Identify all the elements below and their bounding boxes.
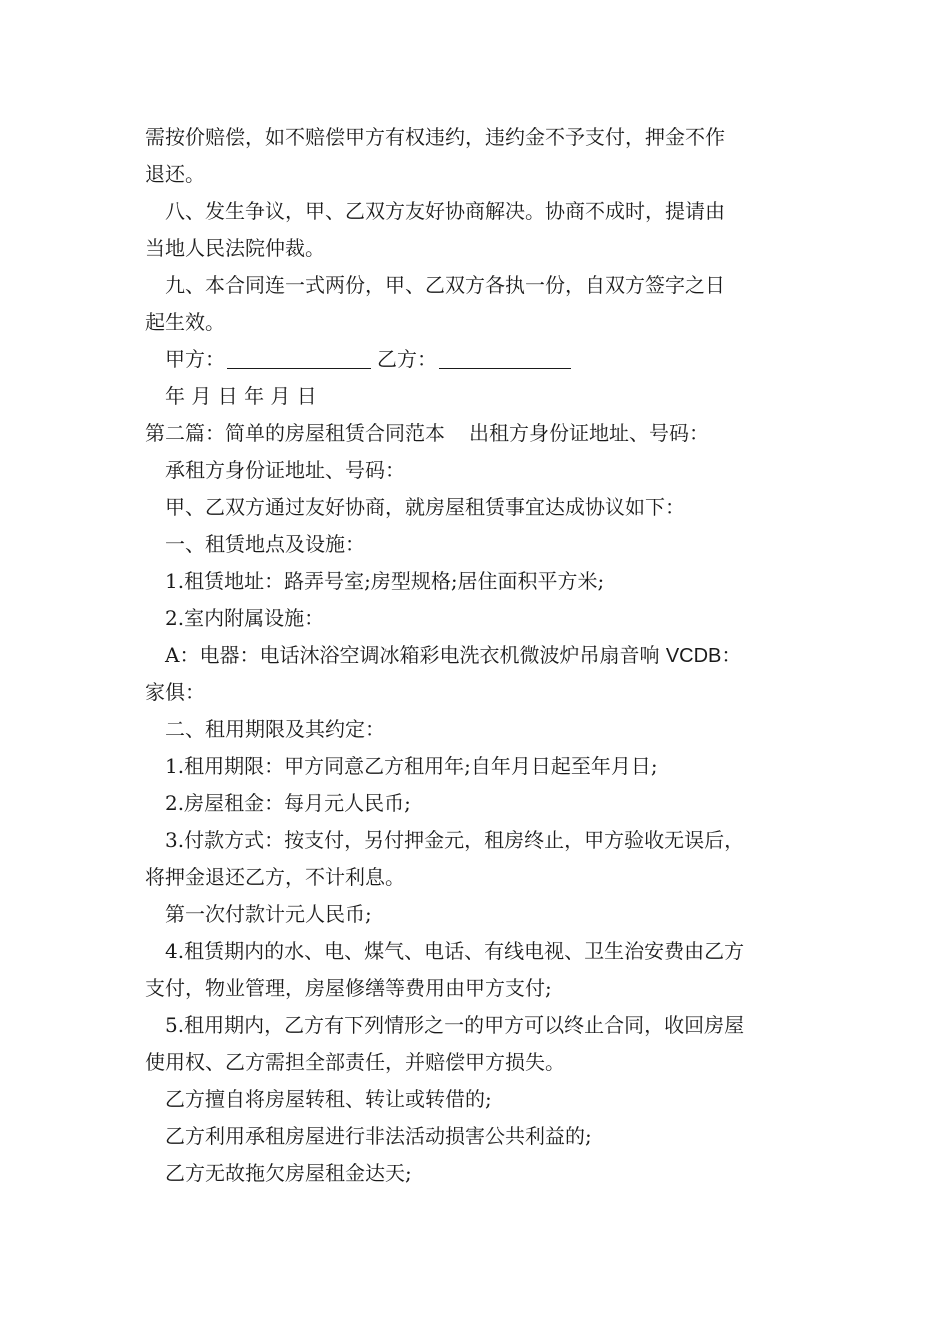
appliances-text: A：电器：电话沐浴空调冰箱彩电洗衣机微波炉吊扇音响 [165, 643, 660, 667]
text-line: 使用权、乙方需担全部责任，并赔偿甲方损失。 [145, 1050, 565, 1074]
clause-nine: 九、本合同连一式两份，甲、乙双方各执一份，自双方签字之日 [165, 273, 725, 297]
text-line: 退还。 [145, 162, 205, 186]
text-line: 需按价赔偿，如不赔偿甲方有权违约，违约金不予支付，押金不作 [145, 125, 725, 149]
lessor-id-label: 出租方身份证地址、号码： [469, 421, 709, 445]
item-term: 1.租用期限：甲方同意乙方租用年;自年月日起至年月日; [165, 754, 658, 778]
condition-arrears: 乙方无故拖欠房屋租金达天; [165, 1161, 412, 1185]
section-two-heading [145, 415, 810, 452]
date-line: 年 月 日 年 月 日 [165, 384, 317, 408]
party-b-label: 乙方： [377, 347, 437, 371]
furniture-line: 家俱： [145, 680, 205, 704]
condition-sublet: 乙方擅自将房屋转租、转让或转借的; [165, 1087, 492, 1111]
condition-illegal-use: 乙方利用承租房屋进行非法活动损害公共利益的; [165, 1124, 592, 1148]
item-address: 1.租赁地址：路弄号室;房型规格;居住面积平方米; [165, 569, 605, 593]
party-a-signature-blank [227, 346, 371, 369]
appliances-latin: VCDB： [665, 645, 742, 667]
section-two-title: 第二篇：简单的房屋租赁合同范本 [145, 421, 445, 445]
item-rent: 2.房屋租金：每月元人民币; [165, 791, 411, 815]
appliances-line [145, 637, 810, 674]
section-heading-location: 一、租赁地点及设施： [165, 532, 365, 556]
item-facilities: 2.室内附属设施： [165, 606, 325, 630]
section-heading-term: 二、租用期限及其约定： [165, 717, 385, 741]
lessee-id-label: 承租方身份证地址、号码： [165, 458, 405, 482]
item-payment: 3.付款方式：按支付，另付押金元，租房终止，甲方验收无误后， [165, 828, 745, 852]
item-termination: 5.租用期内，乙方有下列情形之一的甲方可以终止合同，收回房屋 [165, 1013, 745, 1037]
clause-eight: 八、发生争议，甲、乙双方友好协商解决。协商不成时，提请由 [165, 199, 725, 223]
text-line: 支付，物业管理，房屋修缮等费用由甲方支付; [145, 976, 552, 1000]
signature-line [145, 341, 810, 378]
party-a-label: 甲方： [165, 347, 225, 371]
text-line: 起生效。 [145, 310, 225, 334]
party-b-signature-blank [439, 346, 571, 369]
first-payment: 第一次付款计元人民币; [165, 902, 372, 926]
agreement-intro: 甲、乙双方通过友好协商，就房屋租赁事宜达成协议如下： [165, 495, 685, 519]
text-line: 将押金退还乙方，不计利息。 [145, 865, 405, 889]
item-utilities: 4.租赁期内的水、电、煤气、电话、有线电视、卫生治安费由乙方 [165, 939, 745, 963]
document-body [145, 119, 810, 1192]
text-line: 当地人民法院仲裁。 [145, 236, 325, 260]
